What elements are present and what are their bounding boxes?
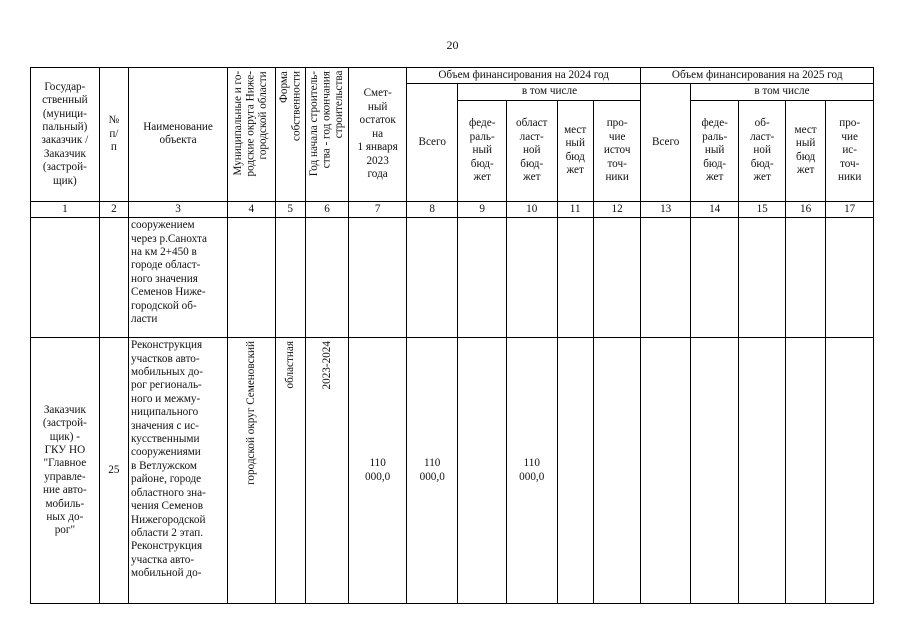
column-number: 6 [305, 201, 348, 217]
column-number: 2 [99, 201, 128, 217]
column-number: 8 [406, 201, 458, 217]
column-number: 11 [557, 201, 593, 217]
header-object-name: Наименование объекта [129, 68, 228, 202]
header-district: Муниципальные и го- родские округа Ниже- городской области [228, 68, 276, 202]
header-financing-2025: Объем финансирования на 2025 год [641, 68, 874, 84]
column-number-row [31, 201, 874, 217]
table-row [31, 338, 874, 604]
header-customer: Государ- ственный (муници- пальный) заказчик / Заказчик (застрой- щик) [31, 68, 100, 202]
object-name-continued: сооружением через р.Санохта на км 2+450 в городе област- ного значения Семенов Ниже- городской об- ласти [129, 218, 228, 338]
header-regional-2025: об- ласт- ной бюд- жет [739, 100, 785, 201]
row-number: 25 [99, 338, 128, 604]
column-number: 5 [275, 201, 305, 217]
column-number: 15 [739, 201, 785, 217]
header-ownership: Форма собственности [275, 68, 305, 202]
header-local-2025: мест ный бюд жет [785, 100, 825, 201]
page-number: 20 [446, 38, 459, 52]
total-2024-cell: 110 000,0 [406, 338, 458, 604]
column-number: 13 [641, 201, 691, 217]
header-total-2025: Всего [641, 84, 691, 201]
header-number: № п/ п [99, 68, 128, 202]
column-number: 10 [506, 201, 557, 217]
estimate-balance-cell: 110 000,0 [349, 338, 407, 604]
object-name: Реконструкция участков авто- мобильных до- рог региональ- ного и межму- ниципального значения с ис- кусственными сооружениями в Ветлужском районе, городе областного зна- чения Семенов Нижегородской области 2 этап. Реконструкция участка авто- мобильной до- [129, 338, 228, 604]
customer-cell: Заказчик (застрой- щик) - ГКУ НО "Главное управле- ние авто- мобиль- ных до- рог" [31, 338, 100, 604]
column-number: 7 [349, 201, 407, 217]
years-cell: 2023-2024 [305, 338, 348, 604]
financing-table [30, 67, 874, 604]
column-number: 17 [826, 201, 874, 217]
header-other-2024: про- чие источ точ- ники [593, 100, 641, 201]
district-cell: городской округ Семеновский [228, 338, 276, 604]
header-local-2024: мест ный бюд жет [557, 100, 593, 201]
column-number: 4 [228, 201, 276, 217]
ownership-cell: областная [275, 338, 305, 604]
column-number: 14 [690, 201, 739, 217]
column-number: 3 [129, 201, 228, 217]
header-regional-2024: област ласт- ной бюд- жет [506, 100, 557, 201]
column-number: 16 [785, 201, 825, 217]
column-number: 1 [31, 201, 100, 217]
header-estimate-balance: Смет- ный остаток на 1 января 2023 года [349, 68, 407, 202]
header-including-2025: в том числе [690, 84, 873, 100]
header-federal-2024: феде- раль- ный бюд- жет [458, 100, 507, 201]
header-financing-2024: Объем финансирования на 2024 год [406, 68, 640, 84]
regional-2024-cell: 110 000,0 [506, 338, 557, 604]
column-number: 12 [593, 201, 641, 217]
header-federal-2025: феде- раль- ный бюд- жет [690, 100, 739, 201]
header-including-2024: в том числе [458, 84, 641, 100]
header-years: Год начала строитель- ства - год окончания строительства [305, 68, 348, 202]
header-total-2024: Всего [406, 84, 458, 201]
table-row [31, 218, 874, 338]
header-other-2025: про- чие ис- точ- ники [826, 100, 874, 201]
column-number: 9 [458, 201, 507, 217]
